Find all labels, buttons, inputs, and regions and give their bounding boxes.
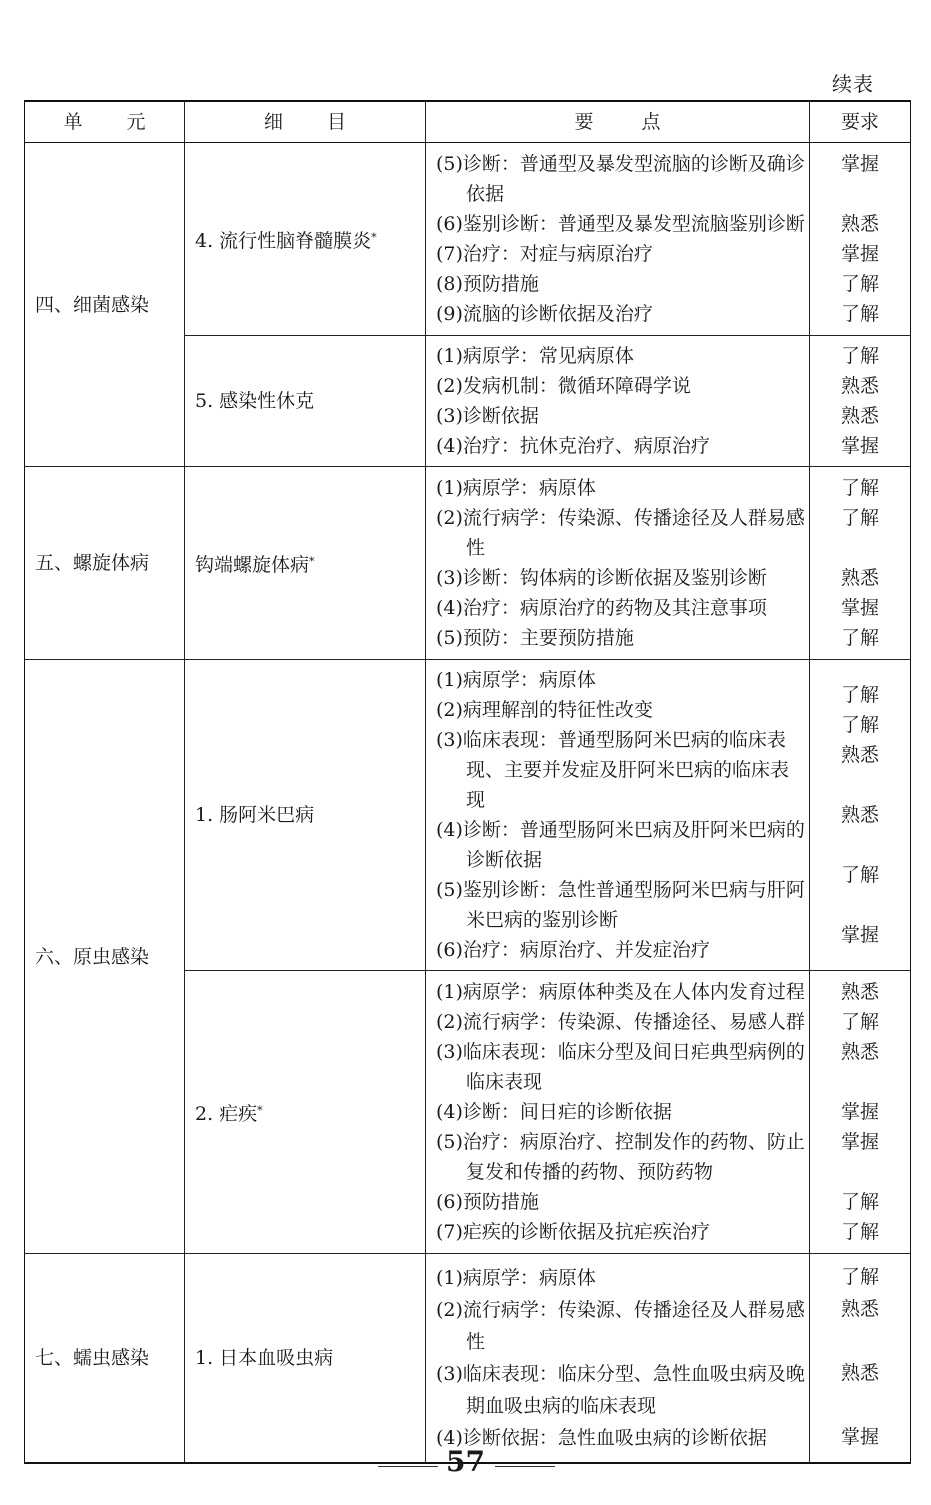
requirement-value: 掌握 [840,435,879,457]
requirement-value: 了解 [840,627,879,649]
point-line: (2)发病机制：微循环障碍学说 [436,375,691,397]
points-cell [426,660,810,971]
point-line: (2)流行病学：传染源、传播途径、易感人群 [436,1011,805,1033]
requirement-value: 熟悉 [840,405,879,427]
requirement-cell [810,971,911,1254]
requirement-value: 了解 [840,1011,879,1033]
requirement-value: 熟悉 [840,1298,879,1320]
point-line: (5)鉴别诊断：急性普通型肠阿米巴病与肝阿米巴病的鉴别诊断 [436,879,805,931]
requirement-value: 熟悉 [840,804,879,826]
requirement-value: 熟悉 [840,567,879,589]
points-cell [426,143,810,336]
header-unit: 单 元 [25,101,185,143]
requirement-value: 了解 [840,1266,879,1288]
item-cell: 钩端螺旋体病* [185,467,426,660]
point-line: (1)病原学：病原体 [436,669,596,691]
point-line: (7)疟疾的诊断依据及抗疟疾治疗 [436,1221,710,1243]
requirement-value: 了解 [840,1221,879,1243]
point-line: (8)预防措施 [436,273,539,295]
table-row [25,1254,911,1464]
points-cell [426,467,810,660]
point-line: (2)流行病学：传染源、传播途径及人群易感性 [436,507,805,559]
point-line: (4)诊断依据：急性血吸虫病的诊断依据 [436,1427,767,1449]
points-cell [426,1254,810,1464]
continued-label: 续表 [832,72,874,96]
requirement-value: 熟悉 [840,744,879,766]
requirement-value: 了解 [840,303,879,325]
requirement-value: 掌握 [840,924,879,946]
points-cell [426,336,810,467]
point-line: (3)临床表现：临床分型、急性血吸虫病及晚期血吸虫病的临床表现 [436,1363,805,1417]
unit-cell: 五、螺旋体病 [25,467,185,660]
item-cell: 4. 流行性脑脊髓膜炎* [185,143,426,336]
requirement-value: 了解 [840,864,879,886]
header-requirement: 要求 [810,101,911,143]
point-line: (3)临床表现：临床分型及间日疟典型病例的临床表现 [436,1041,805,1093]
header-points: 要 点 [426,101,810,143]
item-cell: 5. 感染性休克 [185,336,426,467]
requirement-value: 了解 [840,714,879,736]
point-line: (6)治疗：病原治疗、并发症治疗 [436,939,710,961]
requirement-value: 熟悉 [840,375,879,397]
point-line: (3)诊断依据 [436,405,539,427]
point-line: (7)治疗：对症与病原治疗 [436,243,653,265]
item-cell: 1. 日本血吸虫病 [185,1254,426,1464]
requirement-value: 掌握 [840,1426,879,1448]
requirement-value: 了解 [840,345,879,367]
point-line: (2)流行病学：传染源、传播途径及人群易感性 [436,1299,805,1353]
header-item: 细 目 [185,101,426,143]
requirement-value: 了解 [840,507,879,529]
requirement-value: 熟悉 [840,1362,879,1384]
requirement-cell [810,660,911,971]
requirement-cell [810,467,911,660]
point-line: (6)鉴别诊断：普通型及暴发型流脑鉴别诊断 [436,213,805,235]
table-row [25,467,911,660]
requirement-value: 掌握 [840,1101,879,1123]
point-line: (1)病原学：常见病原体 [436,345,634,367]
table-row [25,143,911,336]
requirement-cell [810,1254,911,1464]
requirement-value: 了解 [840,1191,879,1213]
requirement-cell [810,143,911,336]
requirement-value: 了解 [840,273,879,295]
unit-cell: 四、细菌感染 [25,143,185,467]
point-line: (4)治疗：抗休克治疗、病原治疗 [436,435,710,457]
requirement-value: 了解 [840,684,879,706]
point-line: (2)病理解剖的特征性改变 [436,699,653,721]
point-line: (5)预防：主要预防措施 [436,627,634,649]
requirement-cell [810,336,911,467]
point-line: (5)治疗：病原治疗、控制发作的药物、防止复发和传播的药物、预防药物 [436,1131,805,1183]
unit-cell: 六、原虫感染 [25,660,185,1254]
requirement-value: 熟悉 [840,1041,879,1063]
point-line: (4)诊断：普通型肠阿米巴病及肝阿米巴病的诊断依据 [436,819,805,871]
point-line: (9)流脑的诊断依据及治疗 [436,303,653,325]
unit-cell: 七、蠕虫感染 [25,1254,185,1464]
table-header-row [25,101,911,143]
point-line: (6)预防措施 [436,1191,539,1213]
point-line: (4)诊断：间日疟的诊断依据 [436,1101,672,1123]
table-row [25,660,911,971]
point-line: (3)诊断：钩体病的诊断依据及鉴别诊断 [436,567,767,589]
page-number: 57 [446,1445,485,1478]
requirement-value: 熟悉 [840,981,879,1003]
point-line: (1)病原学：病原体 [436,1267,596,1289]
requirement-value: 掌握 [840,243,879,265]
point-line: (5)诊断：普通型及暴发型流脑的诊断及确诊依据 [436,153,805,205]
item-cell: 2. 疟疾* [185,971,426,1254]
requirement-value: 掌握 [840,597,879,619]
requirement-value: 掌握 [840,153,879,175]
requirement-value: 了解 [840,477,879,499]
page-number-rule-right [495,1466,555,1467]
point-line: (1)病原学：病原体 [436,477,596,499]
item-cell: 1. 肠阿米巴病 [185,660,426,971]
point-line: (1)病原学：病原体种类及在人体内发育过程 [436,981,805,1003]
point-line: (4)治疗：病原治疗的药物及其注意事项 [436,597,767,619]
requirement-value: 熟悉 [840,213,879,235]
point-line: (3)临床表现：普通型肠阿米巴病的临床表现、主要并发症及肝阿米巴病的临床表现 [436,729,790,811]
points-cell [426,971,810,1254]
syllabus-table [24,100,911,1464]
requirement-value: 掌握 [840,1131,879,1153]
